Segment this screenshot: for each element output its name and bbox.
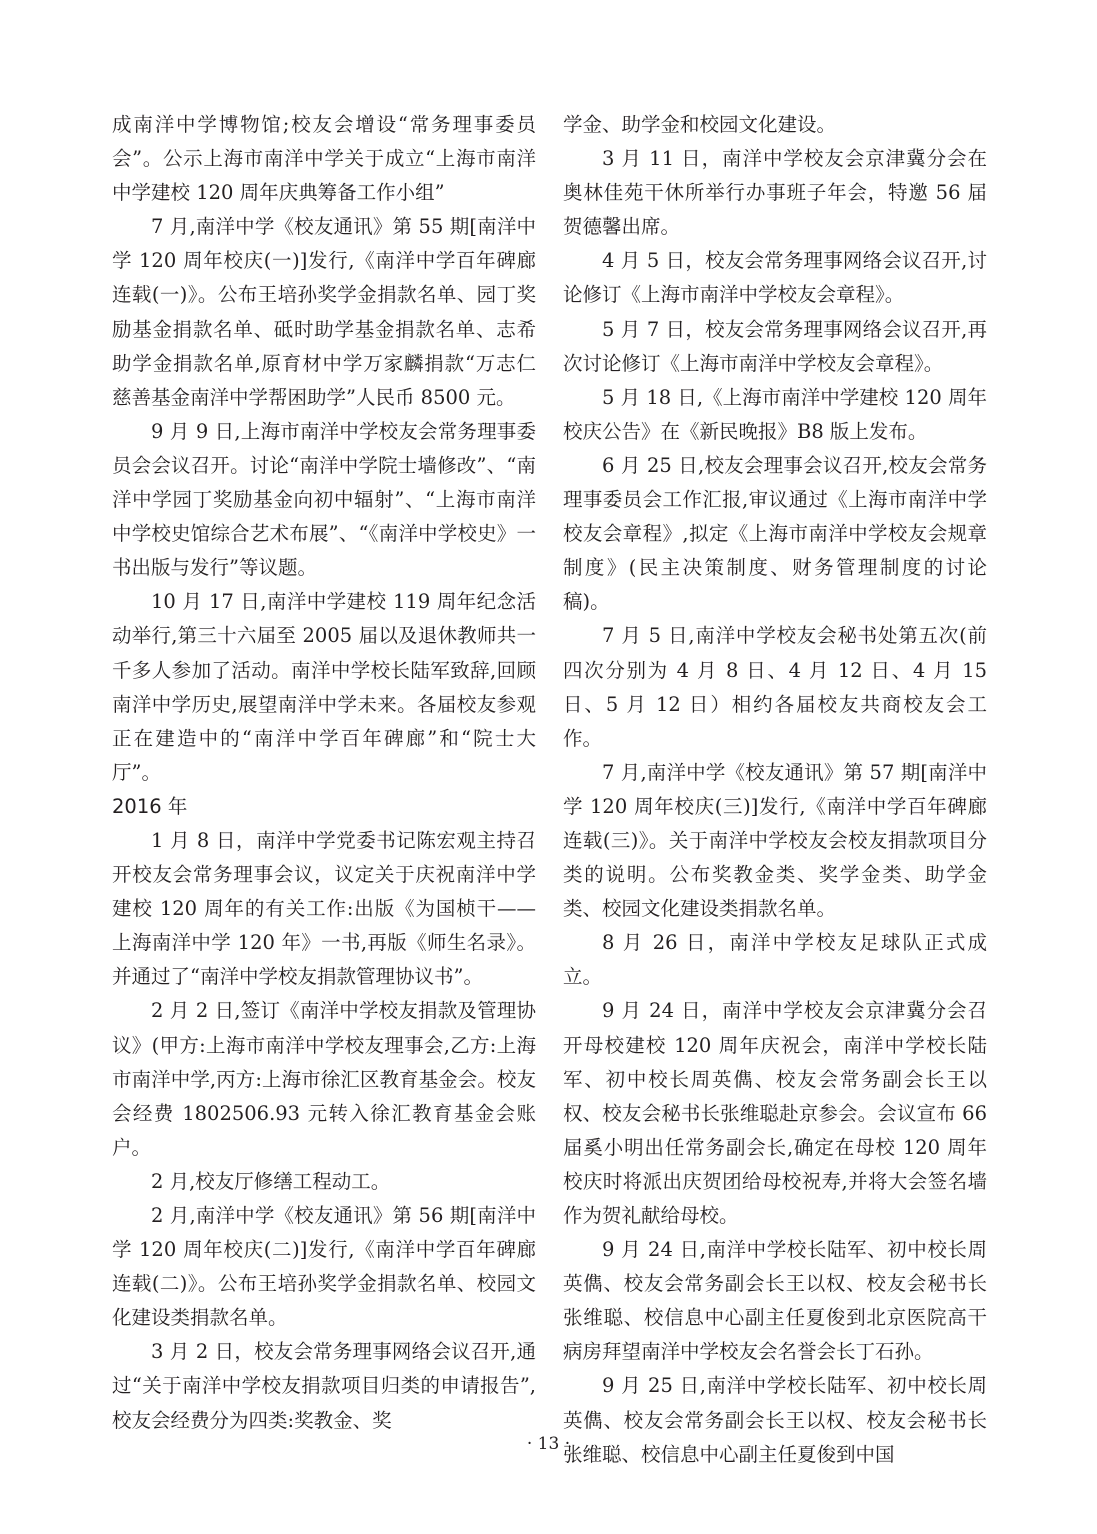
paragraph: 2 月 2 日,签订《南洋中学校友捐款及管理协议》(甲方:上海市南洋中学校友理事会,乙方:上海市南洋中学,丙方:上海市徐汇区教育基金会。校友会经费 1802506.93 元转入徐汇教育基金会账户。: [112, 999, 536, 1159]
paragraph: 3 月 11 日，南洋中学校友会京津冀分会在奥林佳苑干休所举行办事班子年会，特邀 56 届贺德馨出席。: [563, 147, 987, 239]
paragraph: 2 月,南洋中学《校友通讯》第 56 期[南洋中学 120 周年校庆(二)]发行,《南洋中学百年碑廊连载(二)》。公布王培孙奖学金捐款名单、校园文化建设类捐款名单。: [112, 1204, 536, 1330]
paragraph: 7 月,南洋中学《校友通讯》第 55 期[南洋中学 120 周年校庆(一)]发行,《南洋中学百年碑廊连载(一)》。公布王培孙奖学金捐款名单、园丁奖励基金捐款名单、砥时助学基金捐款名单、志希助学金捐款名单,原育材中学万家麟捐款“万志仁慈善基金南洋中学帮困助学”人民币 8500 元。: [112, 215, 536, 409]
paragraph: 6 月 25 日,校友会理事会议召开,校友会常务理事委员会工作汇报,审议通过《上海市南洋中学校友会章程》,拟定《上海市南洋中学校友会规章制度》(民主决策制度、财务管理制度的讨论稿)。: [563, 453, 987, 614]
paragraph: 7 月 5 日,南洋中学校友会秘书处第五次(前四次分别为 4 月 8 日、4 月 12 日、4 月 15 日、5 月 12 日）相约各届校友共商校友会工作。: [563, 624, 987, 750]
paragraph: 8 月 26 日，南洋中学校友足球队正式成立。: [563, 931, 987, 989]
paragraph: 9 月 24 日,南洋中学校长陆军、初中校长周英儁、校友会常务副会长王以权、校友会秘书长张维聪、校信息中心副主任夏俊到北京医院高干病房拜望南洋中学校友会名誉会长丁石孙。: [563, 1238, 987, 1364]
page-number: · 13 ·: [526, 1434, 571, 1454]
paragraph: 9 月 24 日，南洋中学校友会京津冀分会召开母校建校 120 周年庆祝会，南洋中学校长陆军、初中校长周英儁、校友会常务副会长王以权、校友会秘书长张维聪赴京参会。会议宣布 66 届奚小明出任常务副会长,确定在母校 120 周年校庆时将派出庆贺团给母校祝寿,并将大会签名墙作为贺礼献给母校。: [563, 999, 987, 1227]
paragraph: 4 月 5 日，校友会常务理事网络会议召开,讨论修订《上海市南洋中学校友会章程》。: [563, 249, 987, 307]
paragraph: 3 月 2 日，校友会常务理事网络会议召开,通过“关于南洋中学校友捐款项目归类的申请报告”,校友会经费分为四类:奖教金、奖: [112, 1340, 536, 1432]
right-column: [563, 108, 987, 1472]
paragraph: 学金、助学金和校园文化建设。: [563, 113, 837, 136]
paragraph: 9 月 25 日,南洋中学校长陆军、初中校长周英儁、校友会常务副会长王以权、校友会秘书长张维聪、校信息中心副主任夏俊到中国: [563, 1374, 987, 1466]
paragraph: 5 月 7 日，校友会常务理事网络会议召开,再次讨论修订《上海市南洋中学校友会章程》。: [563, 317, 987, 375]
year-heading: 2016 年: [112, 794, 188, 818]
paragraph: 5 月 18 日,《上海市南洋中学建校 120 周年校庆公告》在《新民晚报》B8 版上发布。: [563, 385, 987, 443]
paragraph: 7 月,南洋中学《校友通讯》第 57 期[南洋中学 120 周年校庆(三)]发行,《南洋中学百年碑廊连载(三)》。关于南洋中学校友会校友捐款项目分类的说明。公布奖教金类、奖学金类、助学金类、校园文化建设类捐款名单。: [563, 760, 987, 921]
left-column: [112, 108, 536, 1438]
paragraph: 10 月 17 日,南洋中学建校 119 周年纪念活动举行,第三十六届至 2005 届以及退休教师共一千多人参加了活动。南洋中学校长陆军致辞,回顾南洋中学历史,展望南洋中学未来。各届校友参观正在建造中的“南洋中学百年碑廊”和“院士大厅”。: [112, 590, 536, 784]
paragraph: 成南洋中学博物馆;校友会增设“常务理事委员会”。公示上海市南洋中学关于成立“上海市南洋中学建校 120 周年庆典筹备工作小组”: [112, 113, 536, 205]
paragraph: 9 月 9 日,上海市南洋中学校友会常务理事委员会会议召开。讨论“南洋中学院士墙修改”、“南洋中学园丁奖励基金向初中辐射”、“上海市南洋中学校史馆综合艺术布展”、“《南洋中学校史》一书出版与发行”等议题。: [112, 419, 536, 580]
paragraph: 2 月,校友厅修缮工程动工。: [151, 1169, 391, 1193]
paragraph: 1 月 8 日，南洋中学党委书记陈宏观主持召开校友会常务理事会议，议定关于庆祝南洋中学建校 120 周年的有关工作:出版《为国桢干——上海南洋中学 120 年》一书,再版《师生名录》。并通过了“南洋中学校友捐款管理协议书”。: [112, 828, 536, 989]
